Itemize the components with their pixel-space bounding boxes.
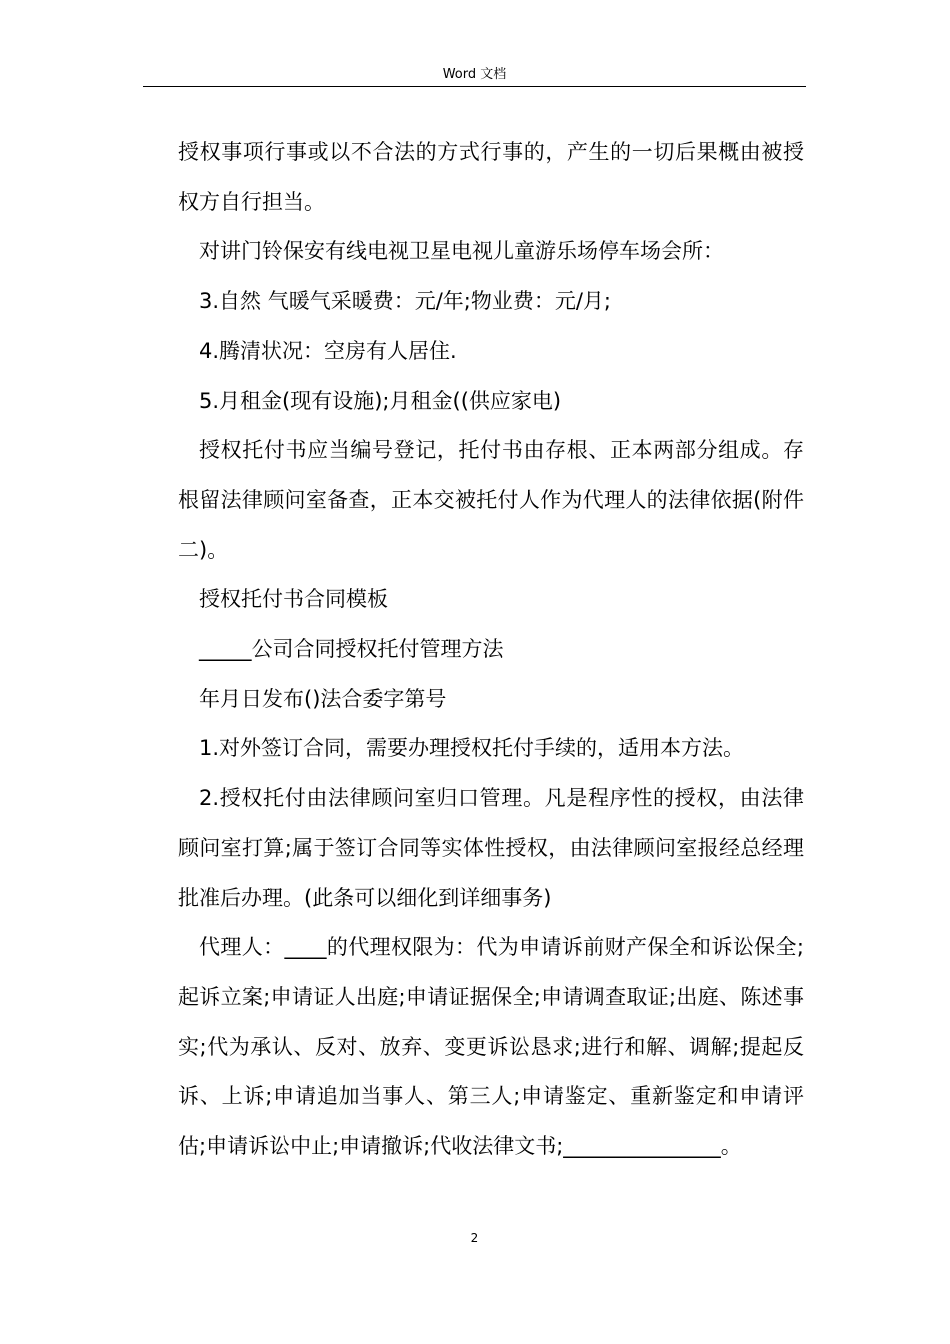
paragraph-management-method: _____公司合同授权托付管理方法 [199,637,504,662]
paragraph-registration: 授权托付书应当编号登记，托付书由存根、正本两部分组成。存根留法律顾问室备查，正本交被托付人作为代理人的法律依据(附件二)。 [178,438,804,562]
paragraph-clause-2: 2.授权托付由法律顾问室归口管理。凡是程序性的授权，由法律顾问室打算;属于签订合同等实体性授权，由法律顾问室报经总经理批准后办理。(此条可以细化到详细事务) [178,786,804,910]
paragraph-clause-1: 1.对外签订合同，需要办理授权托付手续的，适用本方法。 [199,736,745,761]
document-body [178,128,804,1172]
header-divider [143,86,806,87]
paragraph-facilities: 对讲门铃保安有线电视卫星电视儿童游乐场停车场会所： [199,239,724,264]
paragraph-monthly-rent: 5.月租金(现有设施);月租金((供应家电) [199,388,562,413]
paragraph-agent-authority: 代理人：____的代理权限为：代为申请诉前财产保全和诉讼保全;起诉立案;申请证人出庭;申请证据保全;申请调查取证;出庭、陈述事实;代为承认、反对、放弃、变更诉讼恳求;进行和解、调解;提起反诉、上诉;申请追加当事人、第三人;申请鉴定、重新鉴定和申请评估;申请诉讼中止;申请撤诉;代收法律文书;_______________。 [178,935,804,1159]
page-header-title: Word 文档 [442,67,507,82]
paragraph-issue-date: 年月日发布()法合委字第号 [199,686,447,711]
paragraph-template-title: 授权托付书合同模板 [199,587,388,612]
paragraph-vacancy: 4.腾清状况：空房有人居住. [199,338,457,363]
paragraph-heating-fee: 3.自然 气暖气采暖费：元/年;物业费：元/月; [199,289,612,314]
paragraph-continuation: 授权事项行事或以不合法的方式行事的，产生的一切后果概由被授权方自行担当。 [178,140,804,214]
page-number: 2 [470,1231,479,1245]
